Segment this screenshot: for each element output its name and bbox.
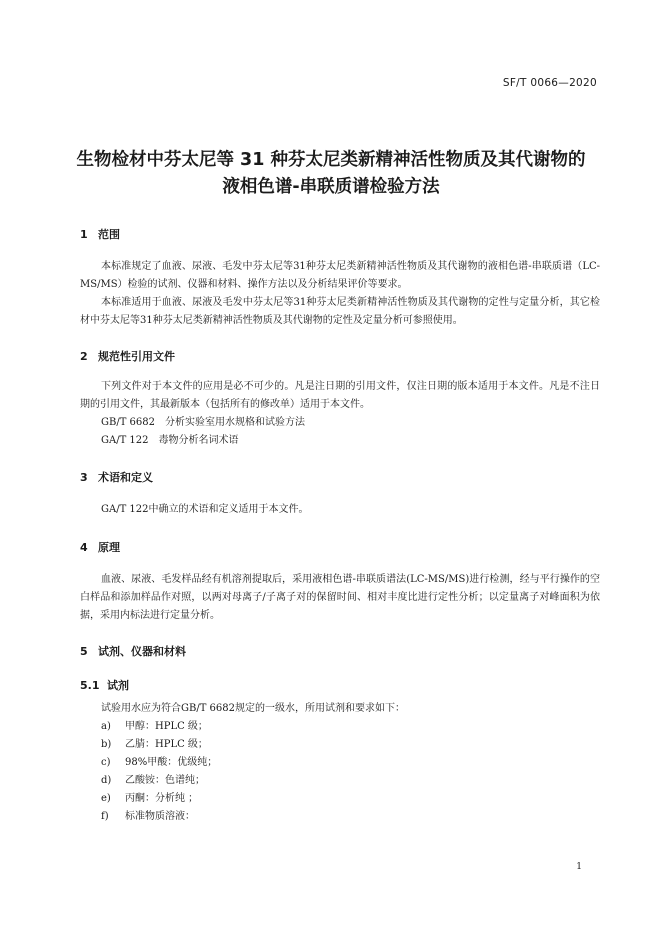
reference-gat-122: GA/T 122 毒物分析名词术语 <box>101 435 239 446</box>
list-item-label: c) <box>101 757 111 768</box>
section-title: 试剂、仪器和材料 <box>98 645 186 658</box>
list-item-text: 乙腈：HPLC 级； <box>125 739 208 750</box>
list-item <box>101 736 208 754</box>
list-item <box>101 754 217 772</box>
document-title-line-2: 液相色谱-串联质谱检验方法 <box>222 177 440 197</box>
list-item-label: f) <box>101 811 109 822</box>
list-item <box>101 772 205 790</box>
reference-gbt-6682: GB/T 6682 分析实验室用水规格和试验方法 <box>101 417 306 428</box>
list-item-label: a) <box>101 721 111 732</box>
section-1-paragraph-2: 本标准适用于血液、尿液及毛发中芬太尼等31种芬太尼类新精神活性物质及其代谢物的定性与定量分析，其它检材中芬太尼等31种芬太尼类新精神活性物质及其代谢物的定性及定量分析可参照使用。 <box>80 297 600 326</box>
section-5-heading <box>80 643 186 659</box>
section-title: 规范性引用文件 <box>98 350 175 363</box>
section-number: 3 <box>80 471 88 484</box>
section-title: 范围 <box>98 228 120 241</box>
standard-number: SF/T 0066—2020 <box>502 77 597 89</box>
list-item-text: 标准物质溶液： <box>125 811 195 822</box>
section-number: 2 <box>80 350 88 363</box>
subsection-title: 试剂 <box>107 679 129 692</box>
section-3-paragraph-1: GA/T 122中确立的术语和定义适用于本文件。 <box>101 504 309 515</box>
section-1-paragraph-1: 本标准规定了血液、尿液、毛发中芬太尼等31种芬太尼类新精神活性物质及其代谢物的液相色谱-串联质谱（LC-MS/MS）检验的试剂、仪器和材料、操作方法以及分析结果评价等要求。 <box>80 261 600 290</box>
subsection-number: 5.1 <box>80 679 100 692</box>
section-2-heading <box>80 348 175 364</box>
section-number: 5 <box>80 645 88 658</box>
page-number: 1 <box>576 862 582 872</box>
list-item <box>101 718 208 736</box>
reagent-intro: 试验用水应为符合GB/T 6682规定的一级水，所用试剂和要求如下： <box>101 703 406 714</box>
document-title-line-1: 生物检材中芬太尼等 31 种芬太尼类新精神活性物质及其代谢物的 <box>76 150 586 170</box>
list-item-text: 丙酮：分析纯 ； <box>125 793 199 804</box>
section-title: 术语和定义 <box>98 471 153 484</box>
section-number: 4 <box>80 541 88 554</box>
list-item-label: e) <box>101 793 111 804</box>
section-2-paragraph-1: 下列文件对于本文件的应用是必不可少的。凡是注日期的引用文件，仅注日期的版本适用于本文件。凡是不注日期的引用文件，其最新版本（包括所有的修改单）适用于本文件。 <box>80 381 600 410</box>
list-item-label: d) <box>101 775 112 786</box>
section-number: 1 <box>80 228 88 241</box>
section-5-1-heading <box>80 677 129 693</box>
list-item <box>101 808 195 826</box>
section-1-heading <box>80 226 120 242</box>
list-item-text: 甲醇：HPLC 级； <box>125 721 208 732</box>
section-title: 原理 <box>98 541 120 554</box>
section-3-heading <box>80 469 153 485</box>
section-4-heading <box>80 539 120 555</box>
list-item <box>101 790 198 808</box>
list-item-label: b) <box>101 739 112 750</box>
list-item-text: 98%甲酸：优级纯； <box>125 757 218 768</box>
list-item-text: 乙酸铵：色谱纯； <box>125 775 205 786</box>
section-4-paragraph-1: 血液、尿液、毛发样品经有机溶剂提取后，采用液相色谱-串联质谱法(LC-MS/MS)进行检测，经与平行操作的空白样品和添加样品作对照，以两对母离子/子离子对的保留时间、相对丰度比进行定性分析；以定量离子对峰面积为依据，采用内标法进行定量分析。 <box>80 574 600 621</box>
